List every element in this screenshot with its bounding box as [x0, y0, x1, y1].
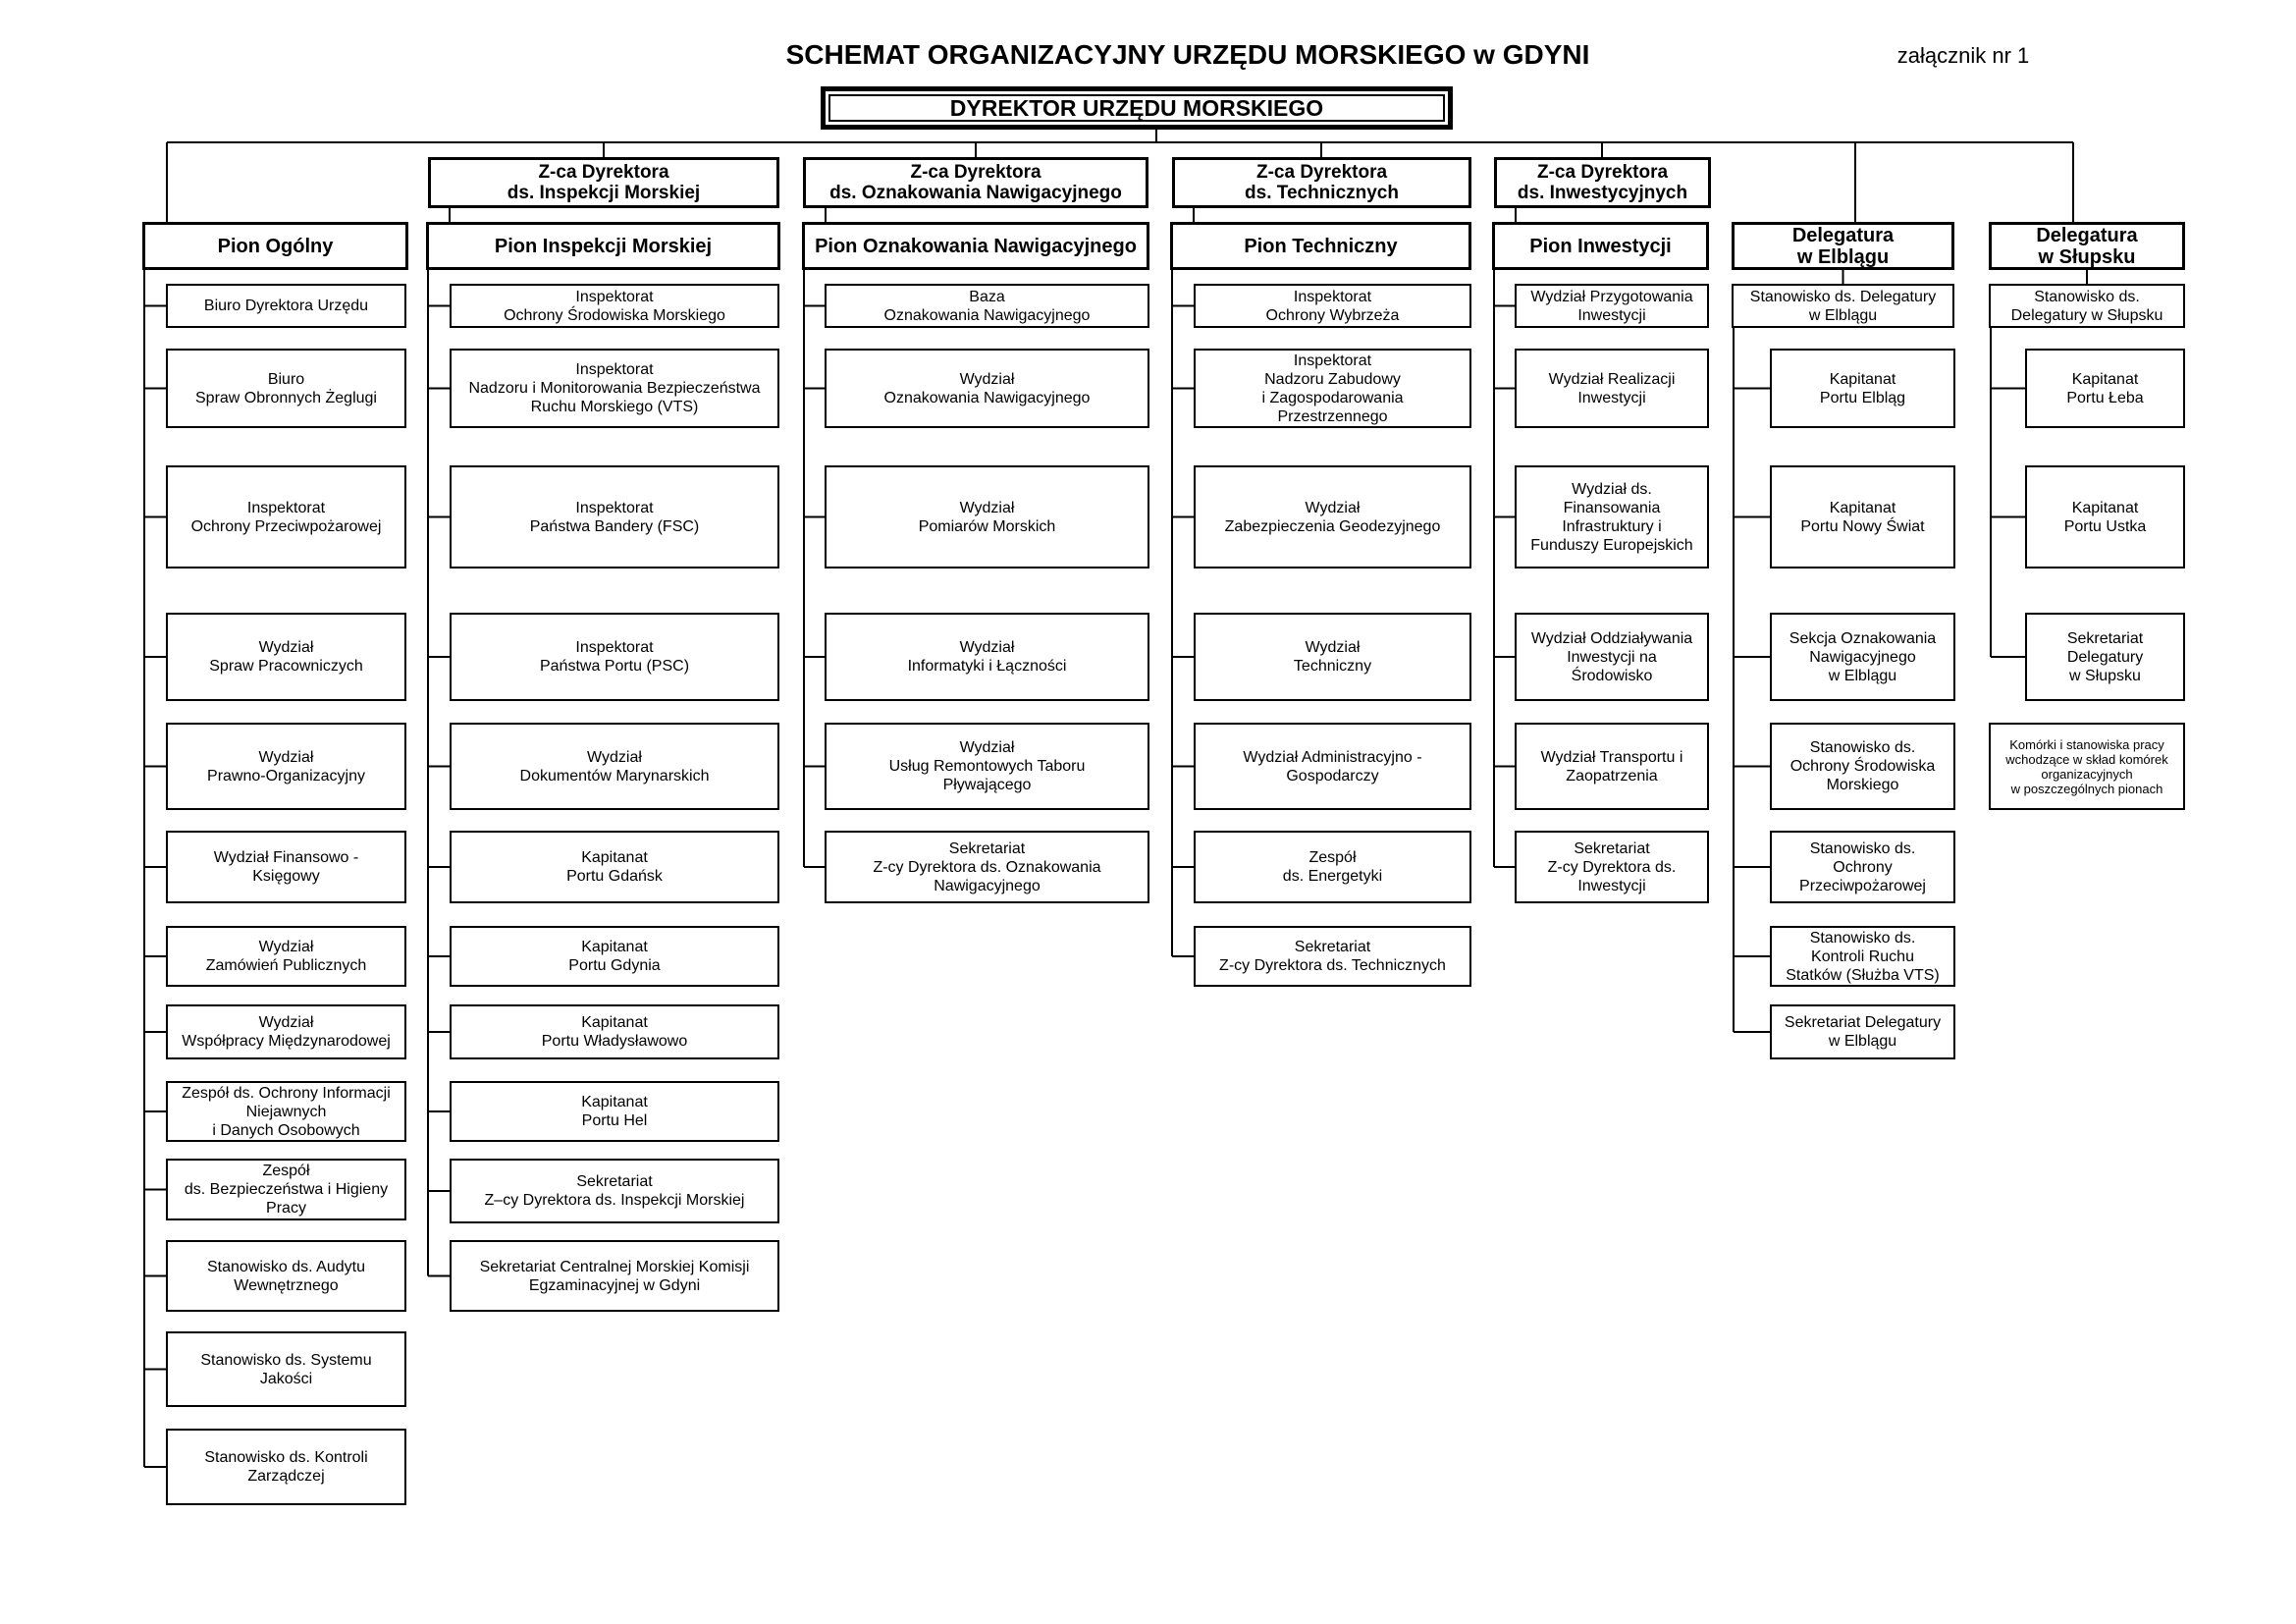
page-title: SCHEMAT ORGANIZACYJNY URZĘDU MORSKIEGO w GDYNI	[785, 39, 1590, 70]
unit-box: Wydział Usług Remontowych Taboru Pływającego	[825, 723, 1149, 810]
unit-box: Stanowisko ds. Systemu Jakości	[166, 1331, 406, 1407]
delegation-lead-box: Stanowisko ds. Delegatury w Elblągu	[1732, 284, 1954, 328]
unit-box: Inspektorat Ochrony Wybrzeża	[1194, 284, 1471, 328]
unit-box: Biuro Dyrektora Urzędu	[166, 284, 406, 328]
unit-box: Wydział Techniczny	[1194, 613, 1471, 701]
unit-box: Wydział Spraw Pracowniczych	[166, 613, 406, 701]
division-header: Pion Ogólny	[142, 222, 408, 270]
unit-box: Kapitanat Portu Hel	[450, 1081, 779, 1142]
division-header: Pion Inspekcji Morskiej	[426, 222, 780, 270]
division-header: Delegatura w Elblągu	[1732, 222, 1954, 270]
unit-box: Wydział Zabezpieczenia Geodezyjnego	[1194, 465, 1471, 568]
unit-box: Zespół ds. Energetyki	[1194, 831, 1471, 903]
unit-box: Sekretariat Z-cy Dyrektora ds. Inwestycji	[1515, 831, 1709, 903]
unit-box: Wydział Informatyki i Łączności	[825, 613, 1149, 701]
unit-box: Wydział Pomiarów Morskich	[825, 465, 1149, 568]
deputy-box: Z-ca Dyrektora ds. Inspekcji Morskiej	[428, 157, 779, 208]
division-header: Pion Techniczny	[1170, 222, 1471, 270]
unit-box: Sekretariat Delegatury w Słupsku	[2025, 613, 2185, 701]
unit-box: Sekretariat Z-cy Dyrektora ds. Technicznych	[1194, 926, 1471, 987]
unit-box: Stanowisko ds. Kontroli Ruchu Statków (Służba VTS)	[1770, 926, 1955, 987]
delegation-lead-box: Stanowisko ds. Delegatury w Słupsku	[1989, 284, 2185, 328]
unit-box: Wydział Współpracy Międzynarodowej	[166, 1004, 406, 1059]
deputy-box: Z-ca Dyrektora ds. Oznakowania Nawigacyjnego	[803, 157, 1148, 208]
unit-box: Kapitanat Portu Nowy Świat	[1770, 465, 1955, 568]
unit-box: Stanowisko ds. Kontroli Zarządczej	[166, 1429, 406, 1505]
unit-box: Stanowisko ds. Ochrony Przeciwpożarowej	[1770, 831, 1955, 903]
unit-box: Wydział Oznakowania Nawigacyjnego	[825, 349, 1149, 428]
unit-box: Stanowisko ds. Audytu Wewnętrznego	[166, 1240, 406, 1312]
unit-box: Wydział Finansowo - Księgowy	[166, 831, 406, 903]
unit-box: Kapitanat Portu Gdańsk	[450, 831, 779, 903]
unit-box: Wydział Prawno-Organizacyjny	[166, 723, 406, 810]
unit-box: Sekcja Oznakowania Nawigacyjnego w Elblągu	[1770, 613, 1955, 701]
unit-box: Zespół ds. Ochrony Informacji Niejawnych i Danych Osobowych	[166, 1081, 406, 1142]
deputy-box: Z-ca Dyrektora ds. Inwestycyjnych	[1494, 157, 1711, 208]
unit-box: Wydział Dokumentów Marynarskich	[450, 723, 779, 810]
deputy-box: Z-ca Dyrektora ds. Technicznych	[1172, 157, 1471, 208]
unit-box: Inspektorat Nadzoru Zabudowy i Zagospodarowania Przestrzennego	[1194, 349, 1471, 428]
unit-box: Baza Oznakowania Nawigacyjnego	[825, 284, 1149, 328]
unit-box: Wydział Zamówień Publicznych	[166, 926, 406, 987]
unit-box: Kapitanat Portu Władysławowo	[450, 1004, 779, 1059]
unit-box: Stanowisko ds. Ochrony Środowiska Morskiego	[1770, 723, 1955, 810]
unit-box: Inspektorat Państwa Portu (PSC)	[450, 613, 779, 701]
unit-box: Inspektorat Ochrony Środowiska Morskiego	[450, 284, 779, 328]
unit-box: Kapitanat Portu Łeba	[2025, 349, 2185, 428]
division-header: Pion Inwestycji	[1492, 222, 1709, 270]
unit-box: Wydział ds. Finansowania Infrastruktury i Funduszy Europejskich	[1515, 465, 1709, 568]
division-header: Pion Oznakowania Nawigacyjnego	[802, 222, 1149, 270]
unit-box: Wydział Transportu i Zaopatrzenia	[1515, 723, 1709, 810]
unit-box: Inspektorat Nadzoru i Monitorowania Bezpieczeństwa Ruchu Morskiego (VTS)	[450, 349, 779, 428]
unit-box: Sekretariat Z–cy Dyrektora ds. Inspekcji Morskiej	[450, 1159, 779, 1223]
note-box: Komórki i stanowiska pracy wchodzące w skład komórek organizacyjnych w poszczególnych pionach	[1989, 723, 2185, 810]
unit-box: Inspektorat Państwa Bandery (FSC)	[450, 465, 779, 568]
director-box: DYREKTOR URZĘDU MORSKIEGO	[821, 86, 1453, 130]
unit-box: Wydział Przygotowania Inwestycji	[1515, 284, 1709, 328]
unit-box: Wydział Realizacji Inwestycji	[1515, 349, 1709, 428]
division-header: Delegatura w Słupsku	[1989, 222, 2185, 270]
unit-box: Biuro Spraw Obronnych Żeglugi	[166, 349, 406, 428]
unit-box: Sekretariat Z-cy Dyrektora ds. Oznakowania Nawigacyjnego	[825, 831, 1149, 903]
unit-box: Sekretariat Delegatury w Elblągu	[1770, 1004, 1955, 1059]
unit-box: Wydział Administracyjno - Gospodarczy	[1194, 723, 1471, 810]
unit-box: Zespół ds. Bezpieczeństwa i Higieny Pracy	[166, 1159, 406, 1220]
unit-box: Kapitanat Portu Gdynia	[450, 926, 779, 987]
unit-box: Sekretariat Centralnej Morskiej Komisji Egzaminacyjnej w Gdyni	[450, 1240, 779, 1312]
unit-box: Inspektorat Ochrony Przeciwpożarowej	[166, 465, 406, 568]
unit-box: Kapitanat Portu Elbląg	[1770, 349, 1955, 428]
unit-box: Kapitanat Portu Ustka	[2025, 465, 2185, 568]
annex-label: załącznik nr 1	[1896, 43, 2030, 68]
unit-box: Wydział Oddziaływania Inwestycji na Środowisko	[1515, 613, 1709, 701]
